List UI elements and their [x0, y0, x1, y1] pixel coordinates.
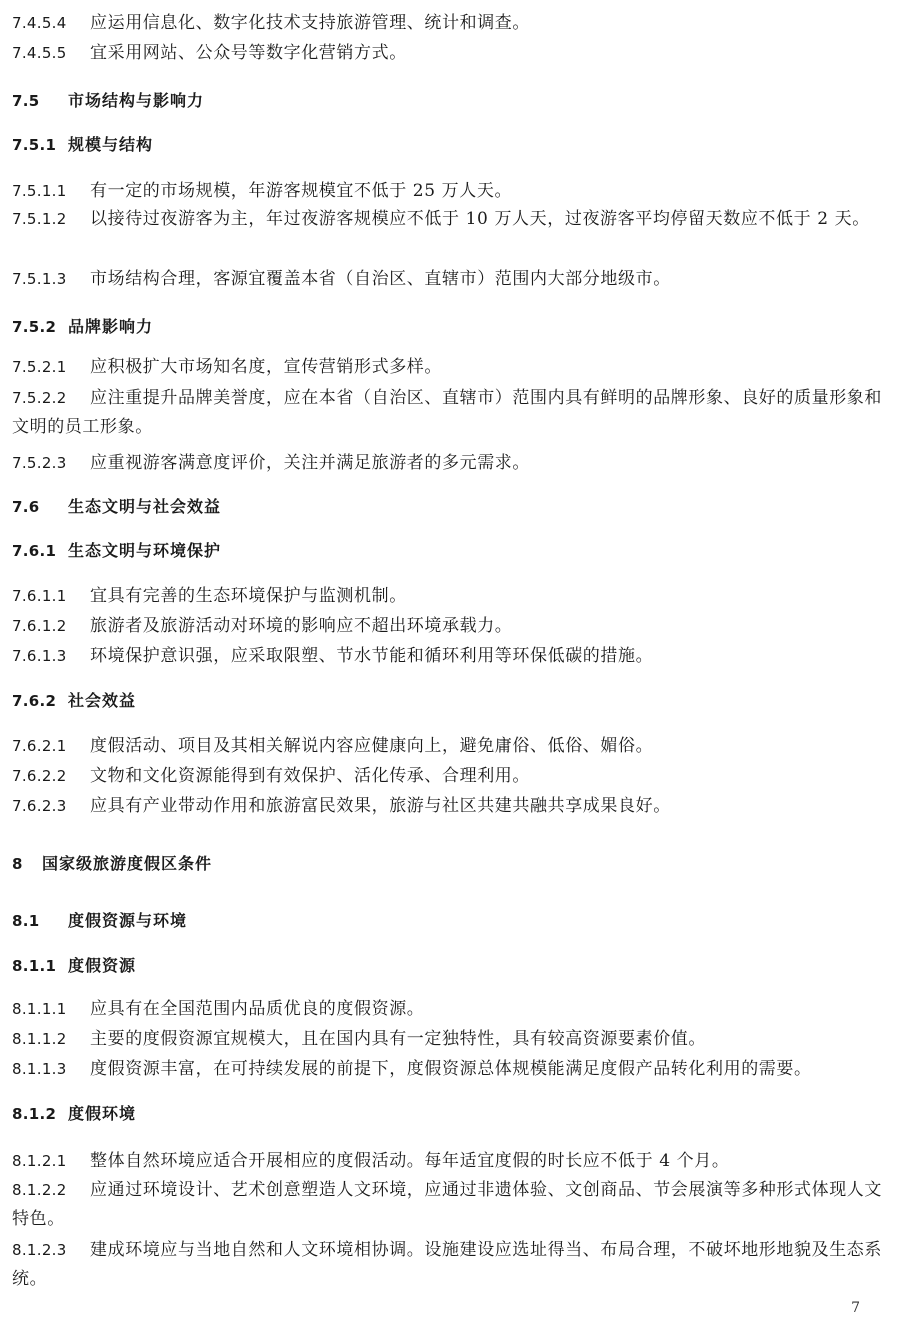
clause-number: 8.1.2.2 — [12, 1181, 67, 1199]
clause-number: 7.4.5.4 — [12, 14, 67, 32]
subsection-title: 度假资源 — [68, 956, 137, 975]
clause-number: 7.5.2.3 — [12, 454, 67, 472]
clause-number: 8.1.2.3 — [12, 1241, 67, 1259]
subsection-heading-8-1-2 — [12, 1103, 892, 1125]
clause-7-4-5-5 — [12, 42, 892, 64]
clause-7-6-1-1 — [12, 585, 892, 607]
clause-text: 应具有在全国范围内品质优良的度假资源。 — [90, 999, 425, 1019]
subsection-title: 社会效益 — [68, 691, 137, 710]
clause-8-1-1-1 — [12, 998, 892, 1020]
clause-number: 7.6.2.3 — [12, 797, 67, 815]
clause-7-6-1-3 — [12, 645, 892, 667]
page-number: 7 — [851, 1300, 860, 1316]
clause-7-5-1-3 — [12, 268, 892, 290]
clause-7-6-2-3 — [12, 795, 892, 817]
subsection-number: 8.1.2 — [12, 1105, 57, 1123]
clause-8-1-1-2 — [12, 1028, 892, 1050]
subsection-number: 8.1.1 — [12, 957, 57, 975]
subsection-number: 7.6.2 — [12, 692, 57, 710]
clause-7-5-1-2 — [12, 205, 892, 234]
clause-text: 应具有产业带动作用和旅游富民效果，旅游与社区共建共融共享成果良好。 — [90, 796, 671, 816]
section-heading-7-5 — [12, 90, 892, 112]
subsection-title: 品牌影响力 — [68, 317, 154, 336]
clause-number: 7.5.1.3 — [12, 270, 67, 288]
clause-number: 7.5.1.2 — [12, 210, 67, 228]
subsection-title: 度假环境 — [68, 1104, 137, 1123]
subsection-heading-7-6-2 — [12, 690, 892, 712]
clause-text: 建成环境应与当地自然和人文环境相协调。设施建设应选址得当、布局合理，不破坏地形地貌及生态系统。 — [12, 1240, 882, 1289]
clause-7-5-1-1 — [12, 180, 892, 202]
clause-text: 主要的度假资源宜规模大，且在国内具有一定独特性，具有较高资源要素价值。 — [90, 1029, 706, 1049]
subsection-number: 7.6.1 — [12, 542, 57, 560]
clause-text: 宜具有完善的生态环境保护与监测机制。 — [90, 586, 407, 606]
clause-text: 应运用信息化、数字化技术支持旅游管理、统计和调查。 — [90, 13, 530, 33]
subsection-title: 生态文明与环境保护 — [68, 541, 222, 560]
clause-text: 应积极扩大市场知名度，宣传营销形式多样。 — [90, 357, 442, 377]
clause-number: 7.4.5.5 — [12, 44, 67, 62]
clause-text: 有一定的市场规模，年游客规模宜不低于 25 万人天。 — [90, 181, 513, 201]
clause-number: 7.5.2.2 — [12, 389, 67, 407]
chapter-heading-8 — [12, 853, 892, 875]
clause-7-5-2-2 — [12, 384, 892, 442]
section-title: 生态文明与社会效益 — [68, 497, 222, 516]
section-number: 8.1 — [12, 912, 40, 930]
section-number: 7.6 — [12, 498, 40, 516]
clause-text: 度假活动、项目及其相关解说内容应健康向上，避免庸俗、低俗、媚俗。 — [90, 736, 654, 756]
clause-number: 7.5.1.1 — [12, 182, 67, 200]
clause-number: 7.5.2.1 — [12, 358, 67, 376]
clause-number: 7.6.2.2 — [12, 767, 67, 785]
clause-7-4-5-4 — [12, 12, 892, 34]
clause-text: 以接待过夜游客为主，年过夜游客规模应不低于 10 万人天，过夜游客平均停留天数应不低于 2 天。 — [90, 209, 870, 229]
subsection-heading-7-6-1 — [12, 540, 892, 562]
clause-number: 8.1.1.1 — [12, 1000, 67, 1018]
clause-7-5-2-1 — [12, 356, 892, 378]
clause-8-1-2-1 — [12, 1150, 892, 1172]
clause-text: 文物和文化资源能得到有效保护、活化传承、合理利用。 — [90, 766, 530, 786]
clause-text: 应注重提升品牌美誉度，应在本省（自治区、直辖市）范围内具有鲜明的品牌形象、良好的质量形象和文明的员工形象。 — [12, 388, 882, 437]
clause-text: 环境保护意识强，应采取限塑、节水节能和循环利用等环保低碳的措施。 — [90, 646, 654, 666]
clause-8-1-2-2 — [12, 1176, 892, 1234]
clause-number: 7.6.1.2 — [12, 617, 67, 635]
subsection-title: 规模与结构 — [68, 135, 154, 154]
clause-text: 应重视游客满意度评价，关注并满足旅游者的多元需求。 — [90, 453, 530, 473]
subsection-number: 7.5.2 — [12, 318, 57, 336]
clause-number: 7.6.1.1 — [12, 587, 67, 605]
subsection-heading-7-5-1 — [12, 134, 892, 156]
clause-number: 8.1.1.2 — [12, 1030, 67, 1048]
clause-text: 度假资源丰富，在可持续发展的前提下，度假资源总体规模能满足度假产品转化利用的需要。 — [90, 1059, 812, 1079]
clause-8-1-1-3 — [12, 1058, 892, 1080]
clause-text: 宜采用网站、公众号等数字化营销方式。 — [90, 43, 407, 63]
clause-text: 应通过环境设计、艺术创意塑造人文环境，应通过非遗体验、文创商品、节会展演等多种形式体现人文特色。 — [12, 1180, 882, 1229]
clause-7-5-2-3 — [12, 452, 892, 474]
chapter-number: 8 — [12, 855, 23, 873]
clause-7-6-1-2 — [12, 615, 892, 637]
clause-7-6-2-1 — [12, 735, 892, 757]
section-heading-7-6 — [12, 496, 892, 518]
clause-8-1-2-3 — [12, 1236, 892, 1294]
clause-7-6-2-2 — [12, 765, 892, 787]
section-heading-8-1 — [12, 910, 892, 932]
subsection-number: 7.5.1 — [12, 136, 57, 154]
clause-text: 旅游者及旅游活动对环境的影响应不超出环境承载力。 — [90, 616, 513, 636]
clause-number: 8.1.2.1 — [12, 1152, 67, 1170]
section-title: 度假资源与环境 — [68, 911, 188, 930]
subsection-heading-7-5-2 — [12, 316, 892, 338]
chapter-title: 国家级旅游度假区条件 — [42, 854, 213, 873]
clause-text: 市场结构合理，客源宜覆盖本省（自治区、直辖市）范围内大部分地级市。 — [90, 269, 671, 289]
section-title: 市场结构与影响力 — [68, 91, 205, 110]
clause-text: 整体自然环境应适合开展相应的度假活动。每年适宜度假的时长应不低于 4 个月。 — [90, 1151, 730, 1171]
clause-number: 8.1.1.3 — [12, 1060, 67, 1078]
clause-number: 7.6.1.3 — [12, 647, 67, 665]
section-number: 7.5 — [12, 92, 40, 110]
subsection-heading-8-1-1 — [12, 955, 892, 977]
clause-number: 7.6.2.1 — [12, 737, 67, 755]
